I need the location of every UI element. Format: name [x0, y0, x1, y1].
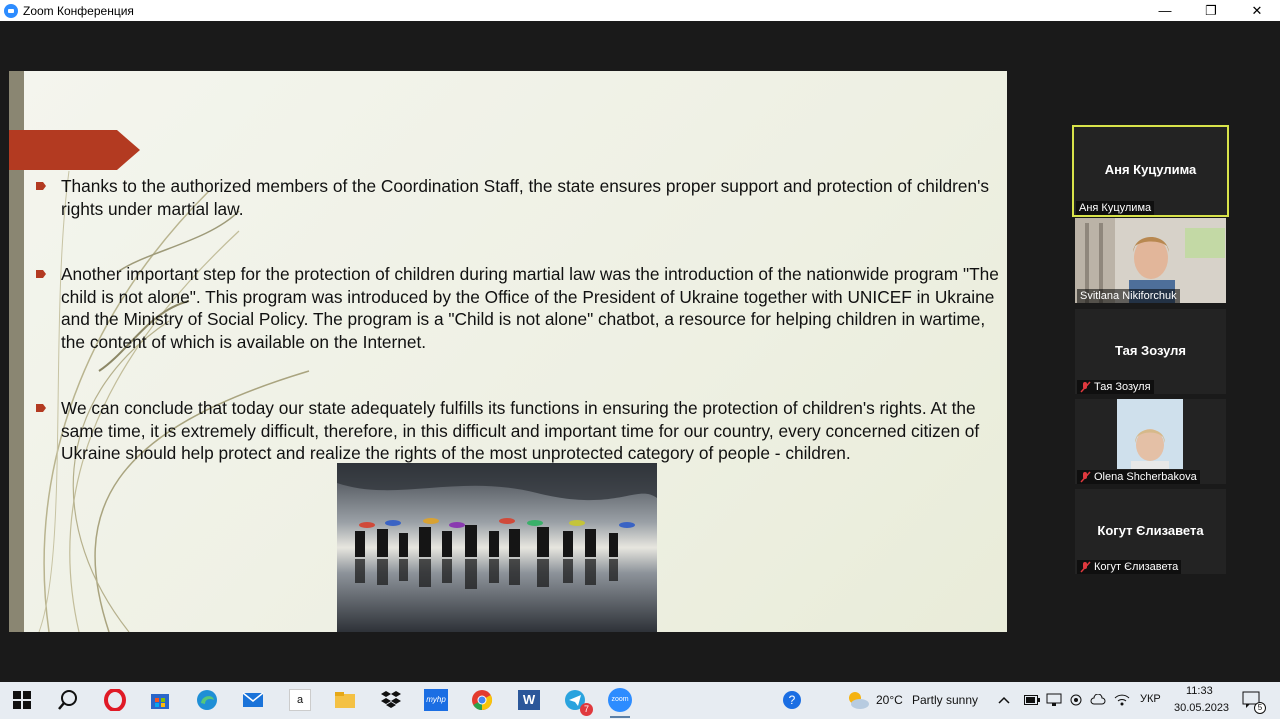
- meeting-area: [0, 21, 1280, 682]
- clock-date[interactable]: 30.05.2023: [1174, 702, 1230, 714]
- slide-accent-arrow: [9, 130, 140, 170]
- zoom-icon[interactable]: [606, 686, 634, 714]
- wifi-icon[interactable]: [1112, 686, 1132, 714]
- chevron-up-icon[interactable]: [996, 686, 1012, 714]
- amazon-glyph: a: [289, 689, 311, 711]
- battery-icon[interactable]: [1022, 686, 1042, 714]
- close-button[interactable]: ✕: [1251, 2, 1263, 18]
- network-icon[interactable]: [1044, 686, 1064, 714]
- participant-tile[interactable]: [1075, 309, 1226, 394]
- weather-temperature[interactable]: 20°C: [876, 693, 903, 707]
- participant-name-label: [1077, 470, 1200, 484]
- window-titlebar: [0, 0, 1280, 21]
- restore-button[interactable]: ❐: [1205, 2, 1217, 18]
- bullet-icon: [36, 403, 46, 413]
- zoom-label: zoom: [608, 688, 632, 712]
- participant-tile[interactable]: [1075, 399, 1226, 484]
- participant-display-name: Тая Зозуля: [1115, 343, 1186, 358]
- window-title: Zoom Конференция: [23, 3, 134, 18]
- telegram-unread-badge: 7: [580, 703, 593, 716]
- zoom-app-icon: [4, 4, 18, 18]
- cloud-icon[interactable]: [1088, 686, 1108, 714]
- windows-taskbar: [0, 682, 1280, 719]
- children-umbrellas-photo: [337, 463, 657, 632]
- input-language[interactable]: УКР: [1140, 693, 1161, 705]
- participant-name-label: [1077, 289, 1180, 303]
- notifications-icon[interactable]: [1238, 686, 1266, 714]
- participant-video-feed: [1117, 399, 1183, 469]
- windows-start-icon[interactable]: [8, 686, 36, 714]
- window-controls: [1142, 0, 1280, 21]
- participant-name: Когут Єлизавета: [1094, 561, 1179, 573]
- microphone-muted-icon: [1080, 381, 1091, 393]
- microphone-muted-icon: [1080, 471, 1091, 483]
- amazon-icon[interactable]: [286, 686, 314, 714]
- participant-display-name: Аня Куцулима: [1104, 162, 1197, 178]
- myhp-icon[interactable]: [422, 686, 450, 714]
- microphone-muted-icon: [1080, 561, 1091, 573]
- edge-icon[interactable]: [193, 686, 221, 714]
- bullet-icon: [36, 181, 46, 191]
- bullet-icon: [36, 269, 46, 279]
- opera-icon[interactable]: [101, 686, 129, 714]
- help-icon[interactable]: [778, 686, 806, 714]
- participant-name-label: [1076, 201, 1154, 215]
- weather-condition[interactable]: Partly sunny: [912, 693, 979, 707]
- camera-icon[interactable]: [1066, 686, 1086, 714]
- participant-tile[interactable]: [1075, 218, 1226, 303]
- participant-name-label: [1077, 560, 1181, 574]
- participant-tile[interactable]: [1072, 125, 1229, 217]
- weather-icon[interactable]: [844, 686, 872, 714]
- slide-paragraph-2: Another important step for the protection of children during martial law was the introduction of the nationwide program "The child is not alone". This program was introduced by the Office of the President of Ukraine together with UNICEF in Ukraine and the Ministry of Social Policy. The program is a "Child is not alone" chatbot, a resource for helping children in wartime, the content of which is available on the Internet.: [61, 264, 999, 353]
- word-icon[interactable]: [515, 686, 543, 714]
- minimize-button[interactable]: —: [1158, 3, 1172, 18]
- participant-name: Svitlana Nikiforchuk: [1080, 290, 1177, 302]
- svg-text:?: ?: [788, 693, 796, 707]
- slide-paragraph-3: We can conclude that today our state adequately fulfills its functions in ensuring the protection of children's rights. At the same time, it is extremely difficult, therefore, in this difficult and important time for our country, every concerned citizen of Ukraine should help protect and realize the rights of the most unprotected category of people - children.: [61, 398, 980, 464]
- notifications-count: 5: [1254, 702, 1266, 714]
- chrome-icon[interactable]: [468, 686, 496, 714]
- participant-name-label: [1077, 380, 1154, 394]
- participant-name: Тая Зозуля: [1094, 381, 1151, 393]
- slide-paragraph-1: Thanks to the authorized members of the Coordination Staff, the state ensures proper support and protection of children's rights under martial law.: [61, 176, 990, 219]
- microsoft-store-icon[interactable]: [146, 686, 174, 714]
- file-explorer-icon[interactable]: [331, 686, 359, 714]
- myhp-label: myhp: [424, 689, 448, 711]
- clock-time[interactable]: 11:33: [1186, 685, 1213, 697]
- participant-name: Аня Куцулима: [1079, 202, 1152, 214]
- search-icon[interactable]: [54, 686, 82, 714]
- word-letter: W: [518, 690, 540, 710]
- participant-display-name: Когут Єлизавета: [1097, 523, 1204, 538]
- telegram-icon[interactable]: [561, 686, 589, 714]
- dropbox-icon[interactable]: [377, 686, 405, 714]
- shared-screen-slide: [9, 71, 1007, 632]
- participant-name: Olena Shcherbakova: [1094, 471, 1197, 483]
- mail-icon[interactable]: [239, 686, 267, 714]
- participant-tile[interactable]: [1075, 489, 1226, 574]
